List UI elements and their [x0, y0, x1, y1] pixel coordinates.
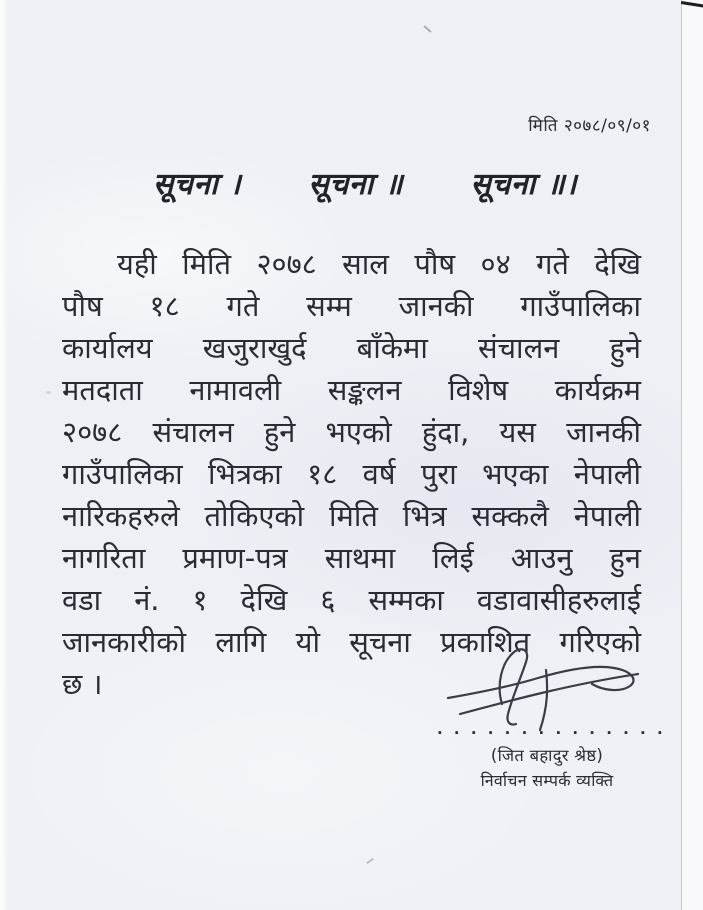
document-date: मिति २०७८/०९/०१: [528, 116, 651, 136]
paper-speck: [423, 25, 431, 32]
notice-heading-part-3: सूचना ॥।: [470, 167, 577, 202]
notice-heading: [153, 162, 577, 203]
body-line: नारिकहरुले तोकिएको मिति भित्र सक्कलै नेपाली: [62, 499, 641, 533]
body-line: गाउँपालिका भित्रका १८ वर्ष पुरा भएका नेपाली: [62, 457, 641, 491]
body-line: जानकारीको लागि यो सूचना प्रकाशित गरिएको: [62, 625, 641, 659]
notice-body: [62, 243, 641, 705]
signatory-role: निर्वाचन सम्पर्क व्यक्ति: [480, 771, 614, 790]
page-right-edge: [681, 0, 703, 910]
signature-dotted-line: . . . . . . . . . . . . . .: [437, 720, 666, 738]
notice-heading-part-2: सूचना ॥: [308, 167, 404, 202]
paper-speck: [46, 391, 51, 394]
body-line: छ ।: [62, 667, 103, 701]
page-left-edge: [0, 0, 7, 910]
paper-speck: [366, 858, 374, 864]
body-line: यही मिति २०७८ साल पौष ०४ गते देखि: [117, 247, 641, 281]
body-line: कार्यालय खजुराखुर्द बाँकेमा संचालन हुने: [62, 331, 641, 365]
signature-block: [437, 640, 666, 791]
body-line: नागरिता प्रमाण-पत्र साथमा लिई आउनु हुन: [62, 541, 641, 575]
notice-heading-part-1: सूचना ।: [153, 167, 242, 202]
body-line: २०७८ संचालन हुने भएको हुंदा, यस जानकी: [62, 415, 641, 449]
body-line: पौष १८ गते सम्म जानकी गाउँपालिका: [62, 289, 641, 323]
signatory-name: (जित बहादुर श्रेष्ठ): [490, 746, 604, 765]
body-line: वडा नं. १ देखि ६ सम्मका वडावासीहरुलाई: [62, 583, 641, 617]
body-line: मतदाता नामावली सङ्कलन विशेष कार्यक्रम: [62, 373, 641, 407]
